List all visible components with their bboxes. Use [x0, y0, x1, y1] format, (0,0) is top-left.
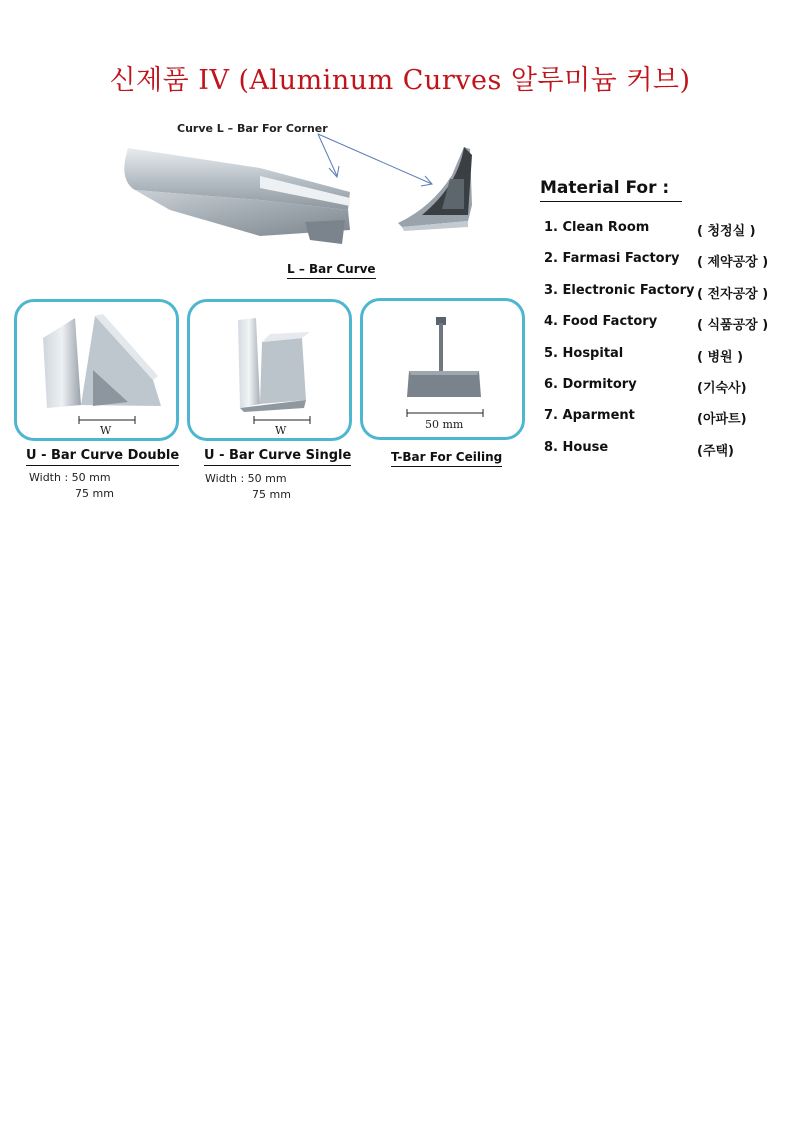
- u-bar-double-label: U - Bar Curve Double: [26, 448, 179, 466]
- u-bar-single-image: [230, 312, 320, 412]
- material-korean: (주택): [697, 443, 734, 459]
- l-bar-corner-image: [392, 145, 482, 235]
- l-bar-long-image: [110, 140, 360, 260]
- material-name: 8. House: [544, 439, 609, 455]
- t-bar-label: T-Bar For Ceiling: [391, 450, 502, 467]
- material-name: 1. Clean Room: [544, 220, 650, 235]
- material-korean: ( 전자공장 ): [697, 286, 769, 302]
- t-bar-frame: [360, 298, 525, 440]
- l-bar-label: L – Bar Curve: [287, 262, 376, 279]
- material-korean: ( 병원 ): [697, 349, 744, 365]
- material-name: 2. Farmasi Factory: [544, 251, 680, 267]
- material-korean: (아파트): [697, 412, 747, 428]
- t-bar-image: [403, 315, 493, 400]
- t-bar-dim-text: 50 mm: [425, 418, 464, 431]
- material-korean: (기숙사): [697, 380, 747, 396]
- material-heading: Material For :: [540, 178, 682, 202]
- u-bar-single-width-extra: 75 mm: [252, 488, 291, 501]
- material-korean: ( 청정실 ): [697, 224, 756, 239]
- material-name: 7. Aparment: [544, 408, 635, 424]
- material-korean: ( 식품공장 ): [697, 318, 769, 334]
- u-bar-double-frame: [14, 299, 179, 441]
- material-name: 4. Food Factory: [544, 314, 658, 330]
- u-bar-double-width-extra: 75 mm: [75, 487, 114, 500]
- u-bar-single-width: Width : 50 mm: [205, 472, 287, 485]
- u-bar-double-image: [33, 310, 168, 415]
- u-bar-single-dim-text: W: [275, 424, 287, 437]
- u-bar-single-label: U - Bar Curve Single: [204, 448, 351, 466]
- material-korean: ( 제약공장 ): [697, 255, 769, 271]
- page-title: 신제품 IV (Aluminum Curves 알루미늄 커브): [109, 65, 691, 96]
- material-name: 3. Electronic Factory: [544, 282, 695, 298]
- u-bar-double-dim-text: W: [100, 424, 112, 437]
- material-name: 5. Hospital: [544, 345, 624, 361]
- l-bar-callout: Curve L – Bar For Corner: [177, 122, 328, 135]
- material-name: 6. Dormitory: [544, 376, 637, 392]
- u-bar-double-width: Width : 50 mm: [29, 471, 111, 484]
- u-bar-single-frame: [187, 299, 352, 441]
